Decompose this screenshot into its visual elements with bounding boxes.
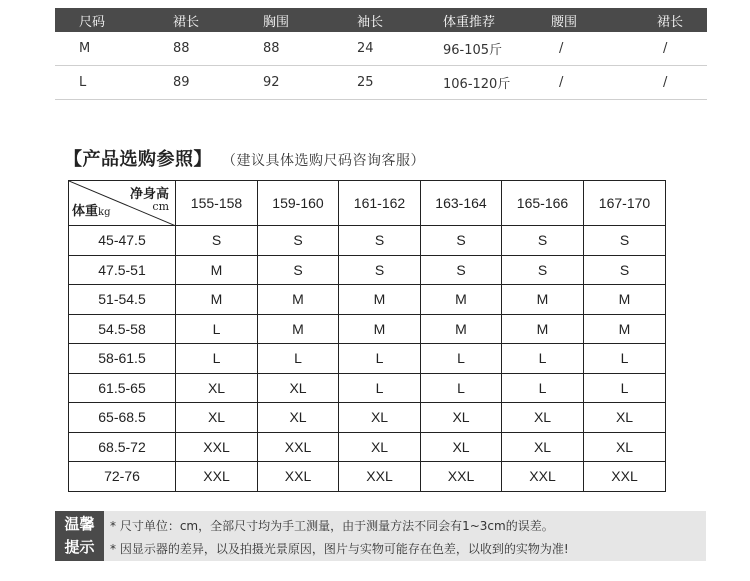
cell-waist: / xyxy=(559,41,564,56)
height-range: 165-166 xyxy=(502,181,584,226)
table-row xyxy=(55,66,707,100)
size-cell: M xyxy=(502,314,584,344)
size-cell: M xyxy=(176,285,258,315)
size-cell: L xyxy=(421,344,502,374)
size-cell: M xyxy=(339,285,421,315)
weight-range: 61.5-65 xyxy=(69,373,176,403)
size-cell: S xyxy=(258,255,339,285)
cell-skirt-length-2: / xyxy=(663,41,668,56)
weight-range: 51-54.5 xyxy=(69,285,176,315)
section-note: （建议具体选购尺码咨询客服） xyxy=(222,153,425,169)
height-range: 161-162 xyxy=(339,181,421,226)
table-row xyxy=(69,226,666,256)
size-cell: S xyxy=(502,255,584,285)
height-range: 167-170 xyxy=(584,181,666,226)
cell-size: L xyxy=(79,75,87,90)
size-cell: M xyxy=(502,285,584,315)
size-cell: XL xyxy=(258,373,339,403)
height-range: 155-158 xyxy=(176,181,258,226)
size-cell: XXL xyxy=(258,432,339,462)
cell-waist: / xyxy=(559,75,564,90)
size-cell: XXL xyxy=(176,432,258,462)
weight-range: 68.5-72 xyxy=(69,432,176,462)
size-cell: M xyxy=(584,285,666,315)
header-bust: 胸围 xyxy=(263,14,290,30)
header-sleeve: 袖长 xyxy=(357,14,384,30)
size-cell: XL xyxy=(502,403,584,433)
size-cell: XXL xyxy=(258,462,339,492)
height-label: 净身高 xyxy=(129,186,169,201)
size-cell: S xyxy=(584,255,666,285)
size-cell: S xyxy=(258,226,339,256)
cell-weight: 96-105斤 xyxy=(443,43,503,58)
size-cell: XL xyxy=(339,403,421,433)
size-cell: XL xyxy=(421,432,502,462)
table-row xyxy=(69,373,666,403)
tips-badge xyxy=(55,511,104,561)
weight-range: 72-76 xyxy=(69,462,176,492)
size-cell: S xyxy=(502,226,584,256)
corner-cell xyxy=(69,181,176,226)
size-cell: L xyxy=(258,344,339,374)
header-skirt-length-2: 裙长 xyxy=(657,14,684,30)
cell-skirt-length-2: / xyxy=(663,75,668,90)
size-cell: L xyxy=(421,373,502,403)
size-cell: XL xyxy=(421,403,502,433)
table-row xyxy=(69,314,666,344)
cell-skirt-length: 89 xyxy=(173,75,190,90)
size-cell: L xyxy=(502,373,584,403)
header-weight: 体重推荐 xyxy=(443,14,496,30)
weight-unit: kg xyxy=(98,207,111,218)
size-cell: XXL xyxy=(176,462,258,492)
weight-range: 47.5-51 xyxy=(69,255,176,285)
size-cell: XXL xyxy=(339,462,421,492)
cell-bust: 88 xyxy=(263,41,280,56)
size-cell: XXL xyxy=(502,462,584,492)
weight-label: 体重 xyxy=(72,203,99,218)
tips-box xyxy=(104,511,706,561)
size-cell: M xyxy=(258,314,339,344)
size-cell: XL xyxy=(258,403,339,433)
size-cell: M xyxy=(339,314,421,344)
size-cell: L xyxy=(176,314,258,344)
table-row xyxy=(69,285,666,315)
size-table-header xyxy=(55,8,707,32)
table-row xyxy=(69,344,666,374)
size-cell: L xyxy=(339,344,421,374)
height-range: 159-160 xyxy=(258,181,339,226)
table-row xyxy=(69,432,666,462)
weight-range: 58-61.5 xyxy=(69,344,176,374)
size-cell: M xyxy=(421,285,502,315)
size-cell: XXL xyxy=(584,462,666,492)
cell-sleeve: 24 xyxy=(357,41,374,56)
size-cell: S xyxy=(421,255,502,285)
tip-line: * 因显示器的差异，以及拍摄光景原因，图片与实物可能存在色差，以收到的实物为准! xyxy=(110,542,569,556)
tips-badge-line2: 提示 xyxy=(64,538,95,556)
size-cell: XXL xyxy=(421,462,502,492)
section-title: 【产品选购参照】 xyxy=(64,149,212,170)
size-table xyxy=(55,8,707,100)
size-cell: XL xyxy=(584,432,666,462)
size-cell: L xyxy=(584,344,666,374)
table-row xyxy=(69,255,666,285)
table-row xyxy=(69,462,666,492)
header-size: 尺码 xyxy=(79,14,106,30)
height-range: 163-164 xyxy=(421,181,502,226)
size-cell: XL xyxy=(176,403,258,433)
weight-range: 45-47.5 xyxy=(69,226,176,256)
size-cell: L xyxy=(176,344,258,374)
size-reference-table xyxy=(68,180,666,492)
cell-bust: 92 xyxy=(263,75,280,90)
size-cell: M xyxy=(421,314,502,344)
size-cell: L xyxy=(584,373,666,403)
weight-range: 65-68.5 xyxy=(69,403,176,433)
cell-sleeve: 25 xyxy=(357,75,374,90)
size-cell: S xyxy=(421,226,502,256)
cell-weight: 106-120斤 xyxy=(443,77,511,92)
height-unit: cm xyxy=(152,200,169,213)
cell-size: M xyxy=(79,41,91,56)
header-skirt-length: 裙长 xyxy=(173,14,200,30)
size-cell: S xyxy=(339,226,421,256)
size-cell: L xyxy=(339,373,421,403)
reference-header-row xyxy=(69,181,666,226)
size-cell: M xyxy=(176,255,258,285)
size-cell: M xyxy=(258,285,339,315)
header-waist: 腰围 xyxy=(551,14,578,30)
weight-label-wrap xyxy=(72,200,110,219)
size-cell: S xyxy=(339,255,421,285)
weight-range: 54.5-58 xyxy=(69,314,176,344)
size-cell: XL xyxy=(502,432,584,462)
tip-line: * 尺寸单位：cm，全部尺寸均为手工测量，由于测量方法不同会有1~3cm的误差。 xyxy=(110,519,554,533)
size-cell: XL xyxy=(584,403,666,433)
tips-badge-line1: 温馨 xyxy=(64,515,95,533)
size-cell: S xyxy=(176,226,258,256)
size-cell: XL xyxy=(339,432,421,462)
table-row xyxy=(55,32,707,66)
size-cell: XL xyxy=(176,373,258,403)
size-cell: M xyxy=(584,314,666,344)
table-row xyxy=(69,403,666,433)
size-cell: S xyxy=(584,226,666,256)
cell-skirt-length: 88 xyxy=(173,41,190,56)
size-cell: L xyxy=(502,344,584,374)
